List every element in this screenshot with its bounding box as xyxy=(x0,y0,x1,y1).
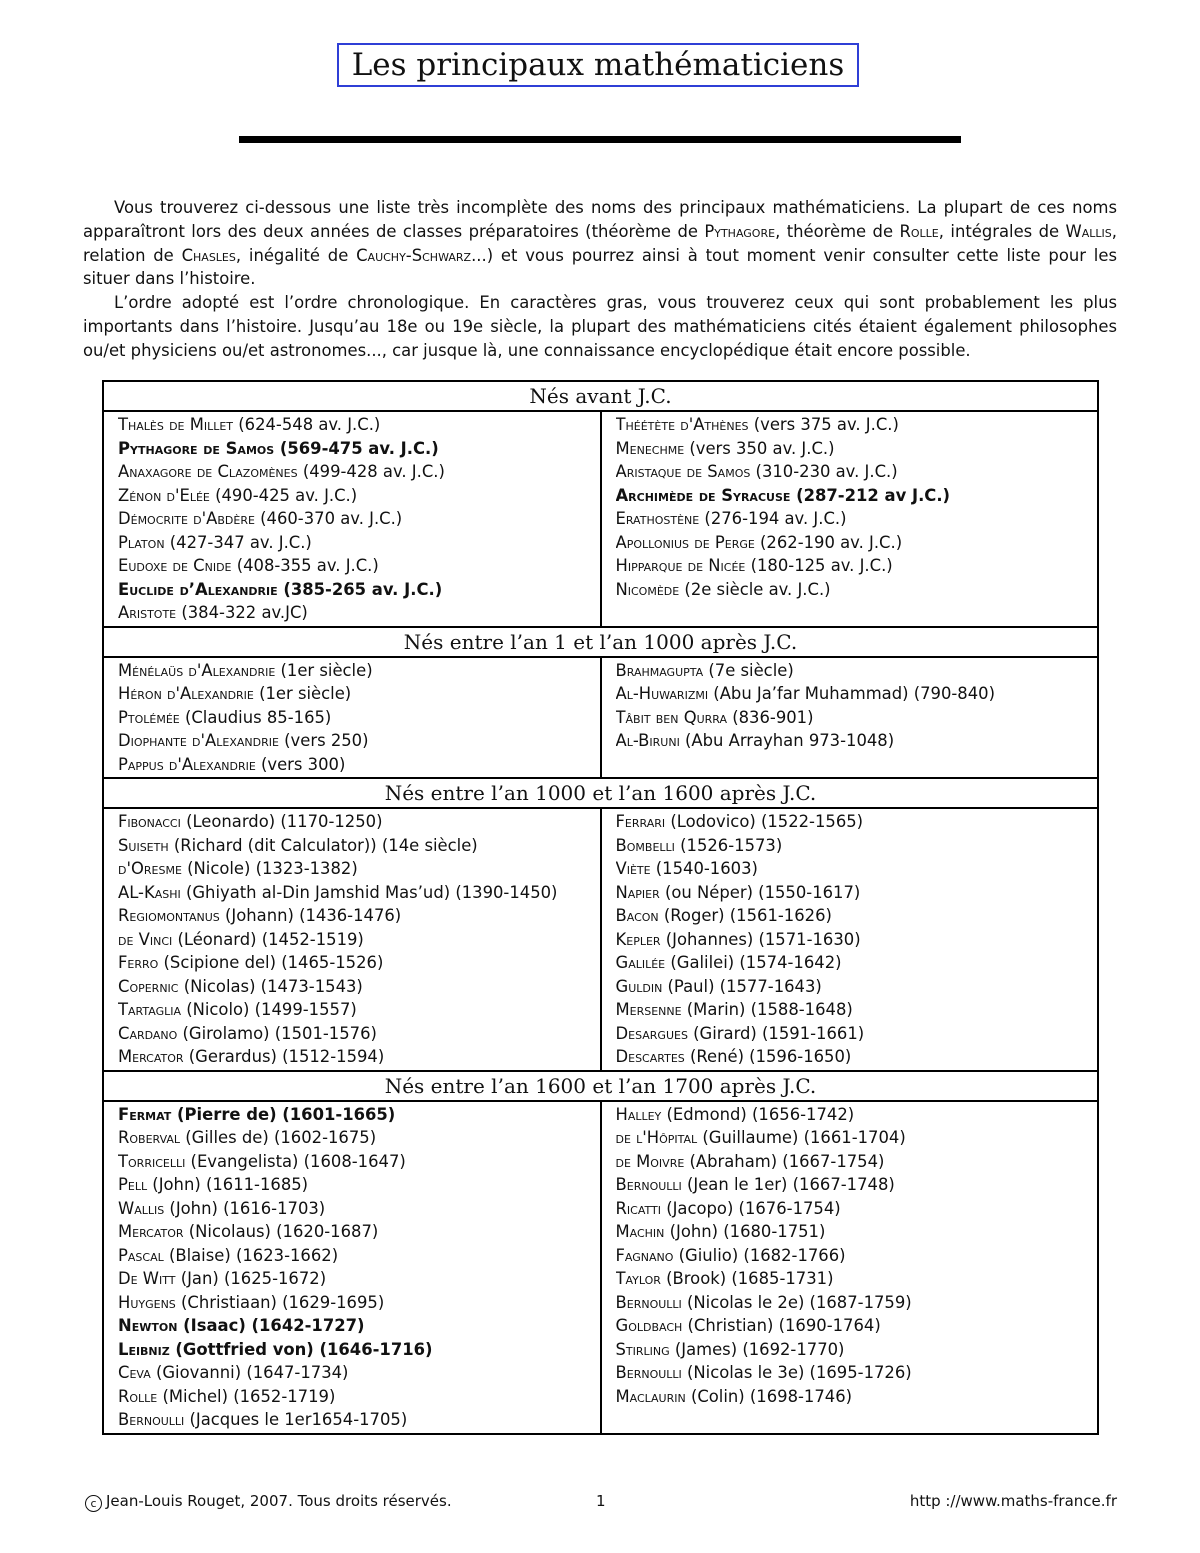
mathematician-entry xyxy=(616,554,1098,578)
mathematician-info: (René) (1596-1650) xyxy=(684,1047,852,1066)
mathematician-name: Menechme xyxy=(615,438,685,458)
mathematician-entry xyxy=(616,857,1098,881)
mathematician-name: de Vinci xyxy=(118,929,173,949)
mathematician-info: (Brook) (1685-1731) xyxy=(660,1269,834,1288)
mathematician-entry xyxy=(616,1173,1098,1197)
mathematician-name: Tartaglia xyxy=(118,1000,181,1019)
section-column-right xyxy=(601,657,1099,779)
mathematician-name: Zénon d'Elée xyxy=(118,485,210,505)
mathematician-name: Eudoxe de Cnide xyxy=(118,556,232,575)
mathematician-entry xyxy=(616,1045,1098,1069)
mathematician-entry xyxy=(118,1103,600,1127)
mathematician-entry xyxy=(118,706,600,730)
mathematician-entry xyxy=(118,857,600,881)
mathematician-name: Ménélaüs d'Alexandrie xyxy=(118,660,276,680)
table-row xyxy=(103,657,1098,779)
mathematician-name: Mercator xyxy=(118,1047,184,1066)
intro-text-segment: , relation de xyxy=(83,221,1117,265)
mathematician-name: Nicomède xyxy=(615,579,680,599)
mathematician-info: (384-322 av.JC) xyxy=(176,603,308,622)
mathematician-name: Pythagore de Samos xyxy=(118,438,275,458)
mathematician-info: (Richard (dit Calculator)) (14e siècle) xyxy=(168,835,478,855)
mathematician-info: (Edmond) (1656-1742) xyxy=(661,1104,855,1124)
mathematician-info: (Abraham) (1667-1754) xyxy=(684,1151,885,1171)
mathematician-entry xyxy=(616,706,1098,730)
mathematician-name: Regiomontanus xyxy=(118,906,220,925)
section-column-left xyxy=(103,411,601,627)
mathematician-info: (Nicolas) (1473-1543) xyxy=(178,976,363,996)
mathematician-entry xyxy=(616,1361,1098,1385)
mathematician-entry xyxy=(118,1173,600,1197)
mathematician-name: Ricatti xyxy=(615,1198,661,1218)
mathematician-name: Bernoulli xyxy=(615,1175,682,1194)
mathematician-entry xyxy=(616,682,1098,706)
section-column-left xyxy=(103,1101,601,1434)
mathematician-name: Brahmagupta xyxy=(615,660,704,680)
mathematician-info: (180-125 av. J.C.) xyxy=(745,556,893,575)
mathematician-info: (Evangelista) (1608-1647) xyxy=(185,1151,406,1171)
mathematician-info: (Guillaume) (1661-1704) xyxy=(697,1128,906,1147)
mathematician-entry xyxy=(118,554,600,578)
intro-name: Pythagore xyxy=(704,221,776,241)
mathematician-entry xyxy=(118,1150,600,1174)
mathematician-name: Fagnano xyxy=(615,1245,674,1265)
intro-paragraph-1 xyxy=(83,196,1117,291)
mathematician-name: Copernic xyxy=(118,976,179,996)
mathematician-name: d'Oresme xyxy=(118,859,182,878)
mathematician-info: (Nicolas le 2e) (1687-1759) xyxy=(681,1292,912,1312)
mathematician-entry xyxy=(118,1314,600,1338)
mathematician-entry xyxy=(616,951,1098,975)
mathematician-info: (408-355 av. J.C.) xyxy=(231,556,379,575)
mathematician-info: (Lodovico) (1522-1565) xyxy=(665,812,864,831)
mathematician-entry xyxy=(118,1291,600,1315)
mathematician-entry xyxy=(616,1197,1098,1221)
mathematician-info: (James) (1692-1770) xyxy=(669,1339,845,1359)
mathematician-name: Leibniz xyxy=(118,1339,170,1359)
mathematician-name: Stirling xyxy=(615,1339,670,1359)
mathematician-info: (Scipione del) (1465-1526) xyxy=(158,953,384,972)
mathematician-info: (287-212 av J.C.) xyxy=(790,485,951,505)
mathematician-entry xyxy=(118,659,600,683)
section-heading: Nés entre l’an 1000 et l’an 1600 après J.C. xyxy=(103,778,1098,808)
mathematician-entry xyxy=(118,460,600,484)
mathematician-entry xyxy=(118,1338,600,1362)
mathematician-entry xyxy=(616,928,1098,952)
mathematician-entry xyxy=(118,1045,600,1069)
table-row xyxy=(103,808,1098,1071)
section-column-left xyxy=(103,808,601,1071)
mathematician-name: Al-Huwarizmi xyxy=(615,684,709,703)
mathematician-info: (Johann) (1436-1476) xyxy=(219,906,402,925)
mathematician-info: (Nicolas le 3e) (1695-1726) xyxy=(681,1363,912,1382)
mathematician-name: Machin xyxy=(615,1222,665,1241)
mathematician-info: (Nicolo) (1499-1557) xyxy=(181,1000,357,1019)
mathematician-name: Fibonacci xyxy=(118,812,181,831)
mathematician-entry xyxy=(118,1022,600,1046)
mathematician-info: (Pierre de) (1601-1665) xyxy=(171,1104,396,1124)
mathematician-info: (John) (1616-1703) xyxy=(164,1198,326,1218)
mathematician-info: (7e siècle) xyxy=(703,660,794,680)
mathematician-entry xyxy=(118,975,600,999)
mathematician-entry xyxy=(616,1314,1098,1338)
mathematician-name: Roberval xyxy=(118,1128,181,1147)
mathematician-info: (Gerardus) (1512-1594) xyxy=(183,1047,385,1066)
mathematician-info: (1540-1603) xyxy=(650,859,758,878)
copyright-icon: c xyxy=(85,1495,102,1512)
mathematician-entry xyxy=(118,1197,600,1221)
mathematician-entry xyxy=(616,904,1098,928)
mathematician-entry xyxy=(616,975,1098,999)
mathematician-name: Al-Biruni xyxy=(615,731,680,750)
mathematician-entry xyxy=(118,1385,600,1409)
mathematician-info: (Michel) (1652-1719) xyxy=(157,1386,336,1406)
mathematician-entry xyxy=(616,834,1098,858)
mathematician-entry xyxy=(118,507,600,531)
mathematician-info: (624-548 av. J.C.) xyxy=(233,415,381,434)
mathematician-info: (Jean le 1er) (1667-1748) xyxy=(681,1175,895,1194)
table-row xyxy=(103,1101,1098,1434)
intro-name: Cauchy-Schwarz xyxy=(356,245,472,265)
intro-name: Chasles xyxy=(181,245,236,265)
mathematician-name: Euclide d’Alexandrie xyxy=(118,579,278,599)
mathematician-info: (262-190 av. J.C.) xyxy=(754,532,903,552)
mathematician-info: (1er siècle) xyxy=(253,684,352,703)
section-heading: Nés avant J.C. xyxy=(103,381,1098,411)
mathematician-entry xyxy=(118,531,600,555)
mathematician-entry xyxy=(616,1022,1098,1046)
mathematician-name: Rolle xyxy=(118,1386,158,1406)
mathematician-entry xyxy=(616,729,1098,753)
mathematician-name: Héron d'Alexandrie xyxy=(118,684,254,703)
mathematician-name: Viète xyxy=(615,859,651,878)
mathematician-entry xyxy=(118,834,600,858)
mathematician-info: (Marin) (1588-1648) xyxy=(681,1000,853,1019)
mathematician-info: (Giulio) (1682-1766) xyxy=(673,1245,846,1265)
mathematician-entry xyxy=(118,413,600,437)
mathematician-entry xyxy=(118,1408,600,1432)
mathematician-name: Archimède de Syracuse xyxy=(615,485,791,505)
mathematician-name: Taylor xyxy=(615,1269,661,1288)
mathematician-entry xyxy=(616,659,1098,683)
mathematician-info: (Isaac) (1642-1727) xyxy=(177,1316,365,1335)
mathematician-name: Apollonius de Perge xyxy=(615,532,755,552)
mathematician-entry xyxy=(616,1150,1098,1174)
mathematician-entry xyxy=(616,460,1098,484)
mathematician-info: (Roger) (1561-1626) xyxy=(658,906,832,925)
mathematician-entry xyxy=(616,413,1098,437)
intro-text-segment: ...) et vous pourrez ainsi à tout moment venir consulter cette liste pour les situer dans l’histoire. xyxy=(83,245,1117,289)
mathematician-info: (Leonardo) (1170-1250) xyxy=(180,812,383,831)
copyright-text: Jean-Louis Rouget, 2007. Tous droits réservés. xyxy=(106,1492,452,1510)
mathematician-entry xyxy=(118,601,600,625)
mathematician-info: (Gottfried von) (1646-1716) xyxy=(169,1339,433,1359)
mathematician-info: (Abu Ja’far Muhammad) (790-840) xyxy=(708,684,995,703)
mathematician-name: Ferrari xyxy=(615,812,666,831)
mathematician-info: (Abu Arrayhan 973-1048) xyxy=(679,731,895,750)
mathematician-name: Pappus d'Alexandrie xyxy=(118,754,256,774)
mathematician-name: Mersenne xyxy=(615,1000,682,1019)
mathematician-name: Guldin xyxy=(615,976,663,996)
mathematician-name: Pell xyxy=(118,1175,148,1194)
mathematician-entry xyxy=(118,1361,600,1385)
mathematician-entry xyxy=(118,1126,600,1150)
mathematician-info: (Jacopo) (1676-1754) xyxy=(660,1198,841,1218)
section-column-right xyxy=(601,808,1099,1071)
section-column-right xyxy=(601,411,1099,627)
mathematician-name: Pascal xyxy=(118,1245,164,1265)
mathematician-name: Maclaurin xyxy=(615,1386,686,1406)
mathematician-info: (vers 300) xyxy=(255,754,346,774)
mathematician-entry xyxy=(118,682,600,706)
mathematician-entry xyxy=(616,1220,1098,1244)
mathematician-entry xyxy=(616,1291,1098,1315)
mathematician-entry xyxy=(118,578,600,602)
intro-name: Rolle xyxy=(899,221,939,241)
section-column-left xyxy=(103,657,601,779)
intro-name: Wallis xyxy=(1065,221,1112,241)
mathematician-name: Descartes xyxy=(615,1047,685,1066)
mathematician-name: Torricelli xyxy=(118,1151,186,1171)
mathematician-info: (vers 375 av. J.C.) xyxy=(748,415,899,434)
mathematician-info: (836-901) xyxy=(727,707,814,727)
mathematician-name: de Moivre xyxy=(615,1151,685,1171)
mathematician-entry xyxy=(118,1267,600,1291)
mathematician-name: Cardano xyxy=(118,1023,178,1043)
mathematician-info: (1526-1573) xyxy=(674,835,783,855)
mathematician-entry xyxy=(118,753,600,777)
mathematician-name: Erathostène xyxy=(615,509,700,528)
mathematician-name: Newton xyxy=(118,1316,178,1335)
mathematician-name: Fermat xyxy=(118,1104,172,1124)
mathematician-info: (427-347 av. J.C.) xyxy=(164,532,312,552)
mathematician-info: (310-230 av. J.C.) xyxy=(750,462,898,481)
mathematician-entry xyxy=(616,1126,1098,1150)
mathematician-info: (1er siècle) xyxy=(275,660,373,680)
mathematician-entry xyxy=(118,928,600,952)
mathematician-name: AL-Kashi xyxy=(118,882,181,902)
mathematician-name: Tâbit ben Qurra xyxy=(615,707,728,727)
page-number: 1 xyxy=(596,1492,606,1510)
mathematicians-table xyxy=(102,380,1099,1435)
mathematician-name: Hipparque de Nicée xyxy=(615,556,746,575)
mathematician-entry xyxy=(118,904,600,928)
mathematician-name: Bernoulli xyxy=(118,1410,185,1429)
mathematician-info: (490-425 av. J.C.) xyxy=(209,485,358,505)
mathematician-entry xyxy=(616,578,1098,602)
mathematician-name: Bacon xyxy=(615,906,659,925)
mathematician-name: Napier xyxy=(615,882,660,902)
mathematician-info: (Nicole) (1323-1382) xyxy=(181,859,358,878)
mathematician-info: (vers 250) xyxy=(278,731,369,750)
mathematician-info: (ou Néper) (1550-1617) xyxy=(659,882,861,902)
mathematician-info: (vers 350 av. J.C.) xyxy=(684,438,835,458)
mathematician-entry xyxy=(616,810,1098,834)
mathematician-info: (Jan) (1625-1672) xyxy=(175,1269,327,1288)
mathematician-name: Anaxagore de Clazomènes xyxy=(118,462,298,481)
intro-text-segment: , intégrales de xyxy=(938,221,1066,241)
mathematician-name: Mercator xyxy=(118,1222,184,1241)
mathematician-entry xyxy=(616,437,1098,461)
mathematician-entry xyxy=(616,881,1098,905)
mathematician-entry xyxy=(616,1103,1098,1127)
mathematician-info: (Girard) (1591-1661) xyxy=(687,1023,865,1043)
mathematician-info: (Johannes) (1571-1630) xyxy=(660,929,861,949)
mathematician-entry xyxy=(118,810,600,834)
mathematician-info: (Giovanni) (1647-1734) xyxy=(150,1363,349,1382)
page-title: Les principaux mathématiciens xyxy=(337,43,859,87)
intro-text-segment: Vous trouverez ci-dessous une liste très incomplète des noms des principaux mathématiciens. La plupart de ces noms apparaîtront lors des deux années de classes préparatoires (théorème de xyxy=(83,198,1117,241)
intro-paragraph-2: L’ordre adopté est l’ordre chronologique. En caractères gras, vous trouverez ceux qui sont probablement les plus importants dans l’histoire. Jusqu’au 18e ou 19e siècle, la plupart des mathématiciens cités étaient également philosophes ou/et physiciens ou/et astronomes..., car jusque là, une connaissance encyclopédique était encore possible. xyxy=(83,293,1117,360)
mathematician-info: (276-194 av. J.C.) xyxy=(699,509,847,528)
mathematician-name: Huygens xyxy=(118,1292,176,1312)
mathematician-info: (Léonard) (1452-1519) xyxy=(172,929,364,949)
mathematician-info: (John) (1680-1751) xyxy=(664,1222,826,1241)
horizontal-rule xyxy=(239,136,961,143)
mathematician-info: (Girolamo) (1501-1576) xyxy=(177,1023,377,1043)
section-column-right xyxy=(601,1101,1099,1434)
mathematician-name: Aristote xyxy=(118,603,177,622)
mathematician-name: Ferro xyxy=(118,953,159,972)
mathematician-entry xyxy=(118,881,600,905)
mathematician-entry xyxy=(616,484,1098,508)
mathematician-name: Théétète d'Athènes xyxy=(615,415,749,434)
mathematician-name: Goldbach xyxy=(615,1316,683,1335)
mathematician-entry xyxy=(616,1385,1098,1409)
mathematician-entry xyxy=(118,1220,600,1244)
mathematician-name: Wallis xyxy=(118,1198,165,1218)
intro-text xyxy=(83,196,1117,363)
mathematician-name: Aristaque de Samos xyxy=(615,462,751,481)
mathematician-name: Galilée xyxy=(615,953,666,972)
mathematician-entry xyxy=(118,729,600,753)
mathematician-name: de l'Hôpital xyxy=(615,1128,698,1147)
mathematician-info: (569-475 av. J.C.) xyxy=(274,438,439,458)
mathematician-info: (Gilles de) (1602-1675) xyxy=(180,1128,377,1147)
mathematician-info: (Christian) (1690-1764) xyxy=(682,1316,881,1335)
mathematician-entry xyxy=(616,1338,1098,1362)
mathematician-info: (Paul) (1577-1643) xyxy=(662,976,822,996)
mathematician-name: Suiseth xyxy=(118,835,169,855)
mathematician-info: (2e siècle av. J.C.) xyxy=(679,579,831,599)
mathematician-info: (499-428 av. J.C.) xyxy=(297,462,445,481)
mathematician-info: (385-265 av. J.C.) xyxy=(277,579,443,599)
intro-text-segment: , théorème de xyxy=(775,221,900,241)
mathematician-name: Bombelli xyxy=(615,835,675,855)
section-heading: Nés entre l’an 1 et l’an 1000 après J.C. xyxy=(103,627,1098,657)
mathematician-entry xyxy=(616,998,1098,1022)
mathematician-name: Desargues xyxy=(615,1023,688,1043)
mathematician-entry xyxy=(616,507,1098,531)
table-row xyxy=(103,411,1098,627)
mathematician-entry xyxy=(118,1244,600,1268)
section-heading: Nés entre l’an 1600 et l’an 1700 après J.C. xyxy=(103,1071,1098,1101)
mathematician-name: Platon xyxy=(118,532,165,552)
mathematician-name: Thalès de Millet xyxy=(118,415,234,434)
mathematician-entry xyxy=(616,531,1098,555)
mathematician-info: (Ghiyath al-Din Jamshid Mas’ud) (1390-1450) xyxy=(180,882,558,902)
mathematician-info: (460-370 av. J.C.) xyxy=(254,509,403,528)
mathematician-name: Kepler xyxy=(615,929,661,949)
intro-text-segment: , inégalité de xyxy=(235,245,357,265)
mathematician-name: Démocrite d'Abdère xyxy=(118,509,255,528)
mathematician-entry xyxy=(118,998,600,1022)
mathematician-entry xyxy=(118,437,600,461)
mathematician-name: De Witt xyxy=(118,1269,176,1288)
mathematician-info: (Blaise) (1623-1662) xyxy=(163,1245,339,1265)
mathematician-info: (Claudius 85-165) xyxy=(179,707,332,727)
mathematician-name: Ceva xyxy=(118,1363,151,1382)
mathematician-name: Halley xyxy=(615,1104,662,1124)
mathematician-entry xyxy=(118,951,600,975)
footer-copyright xyxy=(85,1490,452,1512)
mathematician-name: Bernoulli xyxy=(615,1292,682,1312)
mathematician-info: (Colin) (1698-1746) xyxy=(685,1386,853,1406)
mathematician-info: (Galilei) (1574-1642) xyxy=(665,953,842,972)
mathematician-entry xyxy=(616,1244,1098,1268)
mathematician-info: (Christiaan) (1629-1695) xyxy=(175,1292,385,1312)
mathematician-info: (John) (1611-1685) xyxy=(147,1175,309,1194)
mathematician-entry xyxy=(616,1267,1098,1291)
mathematician-name: Bernoulli xyxy=(615,1363,682,1382)
mathematician-info: (Jacques le 1er1654-1705) xyxy=(184,1410,408,1429)
footer-url-link[interactable]: http ://www.maths-france.fr xyxy=(909,1492,1117,1510)
mathematician-name: Diophante d'Alexandrie xyxy=(118,731,279,750)
mathematician-info: (Nicolaus) (1620-1687) xyxy=(183,1222,379,1241)
mathematician-entry xyxy=(118,484,600,508)
mathematician-name: Ptolémée xyxy=(118,707,180,727)
